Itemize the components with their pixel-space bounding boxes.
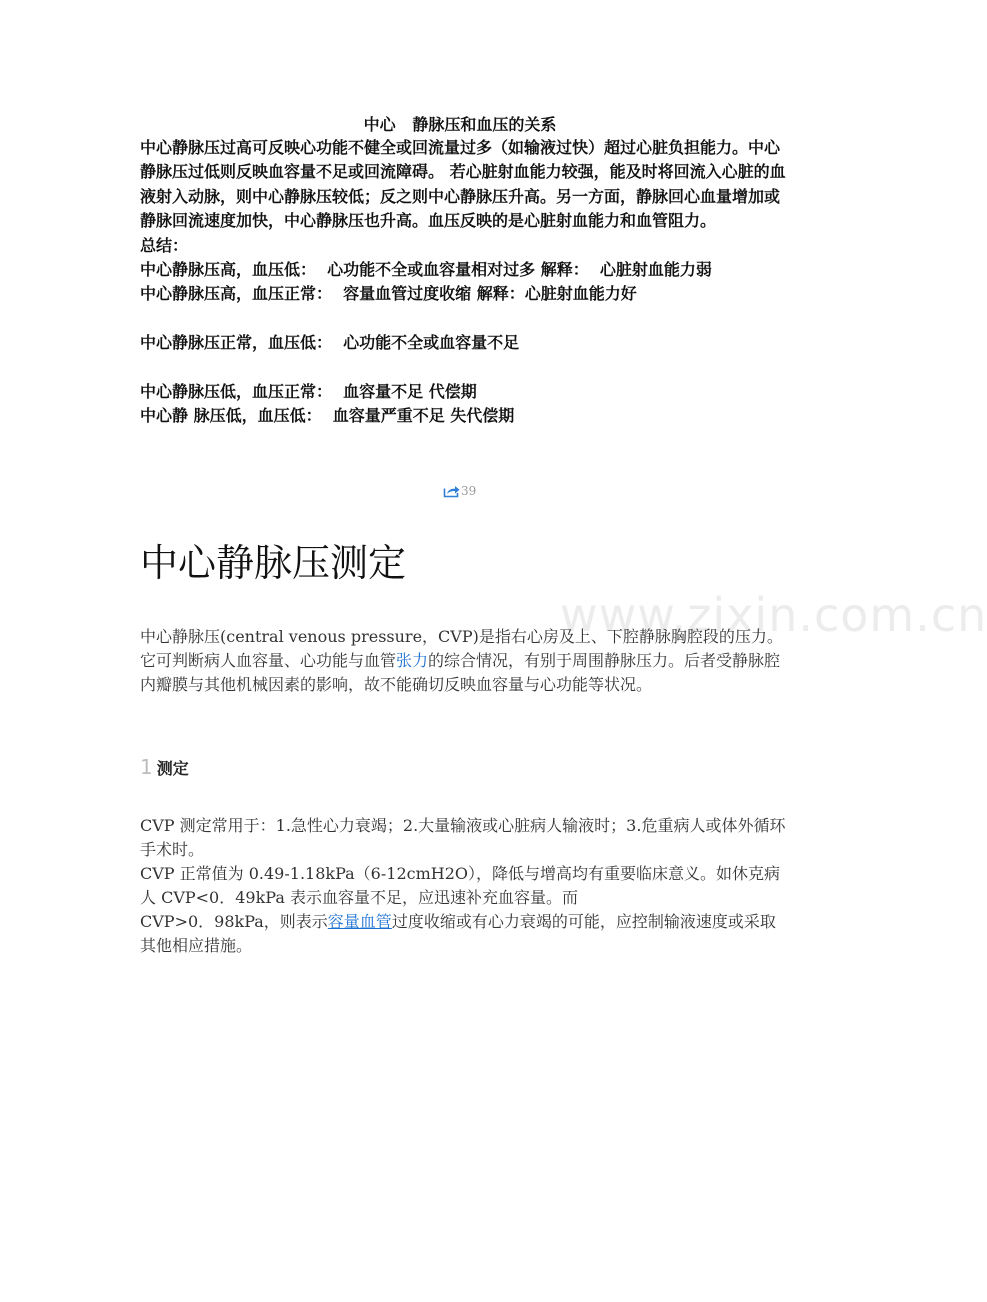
summary-line: 中心静脉压低，血压正常： 血容量不足 代偿期	[140, 382, 477, 402]
measurement-paragraph: CVP 正常值为 0.49-1.18kPa（6-12cmH2O），降低与增高均有重要临床意义。如休克病人 CVP<0．49kPa 表示血容量不足，应迅速补充血容量。而	[140, 864, 781, 907]
article-intro	[140, 625, 790, 697]
intro-text: 中心静脉压(central venous pressure，CVP)是指右心房及上、下腔静脉胸腔段的压力。它可判断病人血容量、心功能与血管	[140, 627, 783, 670]
summary-line: 中心静脉压正常，血压低： 心功能不全或血容量不足	[140, 333, 520, 353]
summary-spacer	[140, 307, 790, 331]
summary-line: 中心静脉压高，血压正常： 容量血管过度收缩 解释：心脏射血能力好	[140, 284, 637, 304]
document-title: 中心 静脉压和血压的关系	[363, 115, 557, 134]
tension-link[interactable]: 张力	[396, 651, 429, 670]
watermark: www.zixin.com.cn	[560, 588, 987, 642]
share-button[interactable]	[443, 484, 476, 498]
share-icon	[443, 484, 461, 498]
section-title: 测定	[156, 759, 189, 778]
relation-paragraph: 中心静脉压过高可反映心功能不健全或回流量过多（如输液过快）超过心脏负担能力。中心静脉压过低则反映血容量不足或回流障碍。 若心脏射血能力较强，能及时将回流入心脏的血液射入动脉，则中心静脉压较低；反之则中心静脉压升高。另一方面，静脉回心血量增加或静脉回流速度加快，中心静脉压也升高。血压反映的是心脏射血能力和血管阻力。	[140, 138, 786, 231]
measurement-text: CVP>0．98kPa，则表示	[140, 912, 328, 931]
summary-spacer	[140, 356, 790, 380]
relation-section	[140, 136, 790, 429]
section-number: 1	[140, 755, 153, 779]
article-heading: 中心静脉压测定	[140, 541, 407, 585]
capacitance-vessel-link[interactable]: 容量血管	[327, 912, 392, 931]
measurement-paragraph: CVP 测定常用于：1.急性心力衰竭；2.大量输液或心脏病人输液时；3.危重病人或体外循环手术时。	[140, 816, 786, 859]
summary-line: 中心静脉压高，血压低： 心功能不全或血容量相对过多 解释： 心脏射血能力弱	[140, 260, 712, 280]
summary-line: 中心静 脉压低，血压低： 血容量严重不足 失代偿期	[140, 406, 515, 426]
intro-text: 的综合情况，有别于周围静脉压力。后者受静脉腔内瓣膜与其他机械因素的影响，故不能确切反映血容量与心功能等状况。	[140, 651, 781, 694]
measurement-section	[140, 814, 790, 958]
section-header	[140, 755, 189, 779]
measurement-text: 过度收缩或有心力衰竭的可能，应控制输液速度或采取其他相应措施。	[140, 912, 776, 955]
share-count: 39	[461, 484, 477, 498]
summary-label: 总结：	[140, 235, 189, 255]
